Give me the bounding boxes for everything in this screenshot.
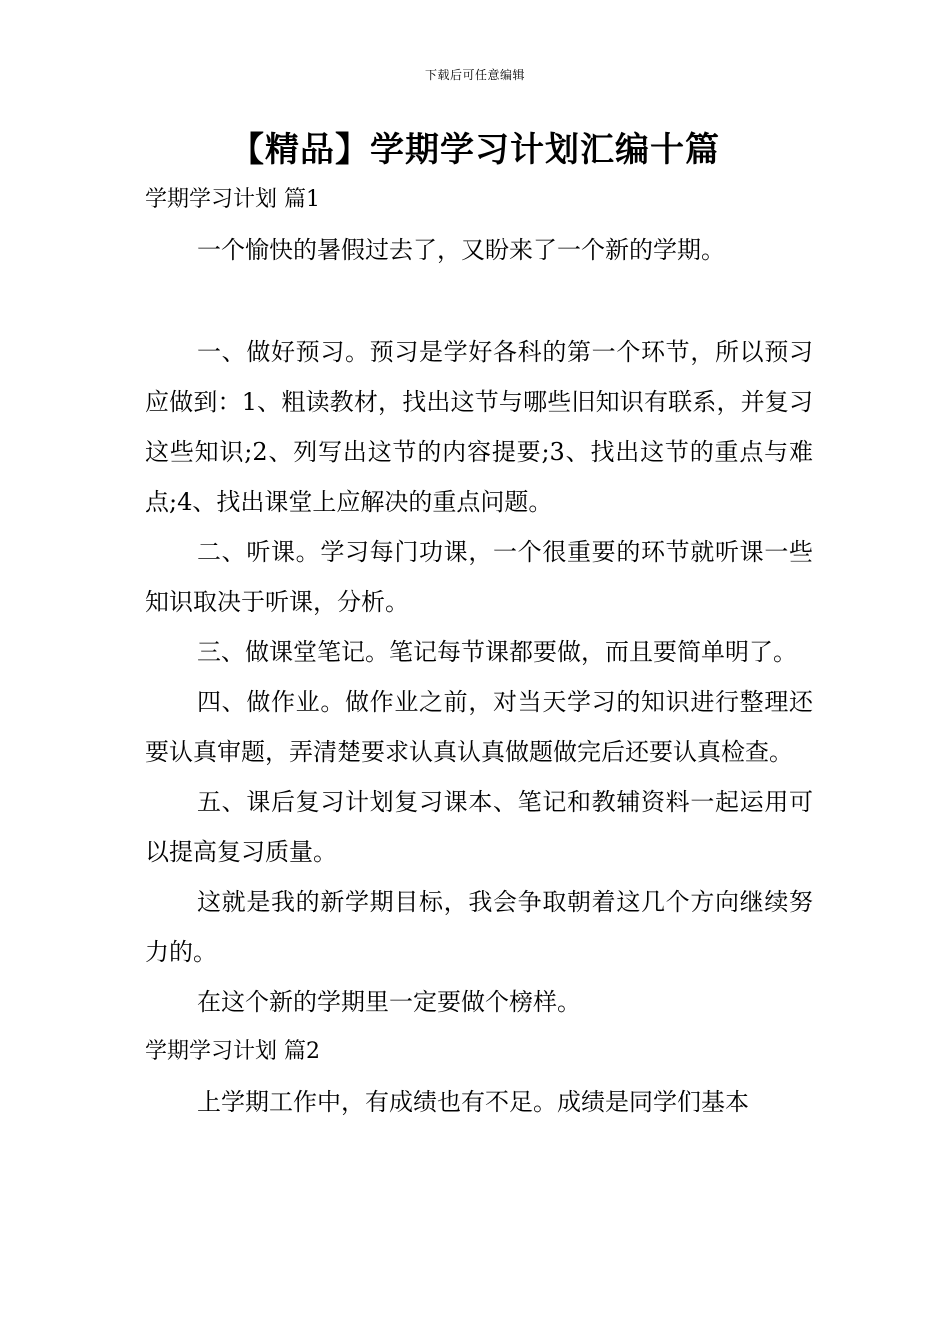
paragraph: 一个愉快的暑假过去了，又盼来了一个新的学期。 [197,236,725,264]
paragraph: 五、课后复习计划复习课本、笔记和教辅资料一起运用可以提高复习质量。 [145,788,813,866]
document-body [145,175,813,1127]
paragraph: 这就是我的新学期目标，我会争取朝着这几个方向继续努力的。 [145,888,813,966]
paragraph: 四、做作业。做作业之前，对当天学习的知识进行整理还要认真审题，弄清楚要求认真认真做题做完后还要认真检查。 [145,688,813,766]
document-title: 【精品】学期学习计划汇编十篇 [230,130,720,170]
header-note: 下载后可任意编辑 [424,68,525,82]
paragraph: 三、做课堂笔记。笔记每节课都要做，而且要简单明了。 [197,638,797,666]
paragraph: 上学期工作中，有成绩也有不足。成绩是同学们基本 [197,1088,749,1116]
section-1 [145,175,813,1027]
section-heading: 学期学习计划 篇1 [145,187,320,212]
paragraph: 二、听课。学习每门功课，一个很重要的环节就听课一些知识取决于听课，分析。 [145,538,813,616]
paragraph: 在这个新的学期里一定要做个榜样。 [197,988,581,1016]
section-2 [145,1027,813,1127]
paragraph: 一、做好预习。预习是学好各科的第一个环节，所以预习应做到：1、粗读教材，找出这节与哪些旧知识有联系，并复习这些知识;2、列写出这节的内容提要;3、找出这节的重点与难点;4、找出课堂上应解决的重点问题。 [145,338,813,516]
section-heading: 学期学习计划 篇2 [145,1039,320,1064]
